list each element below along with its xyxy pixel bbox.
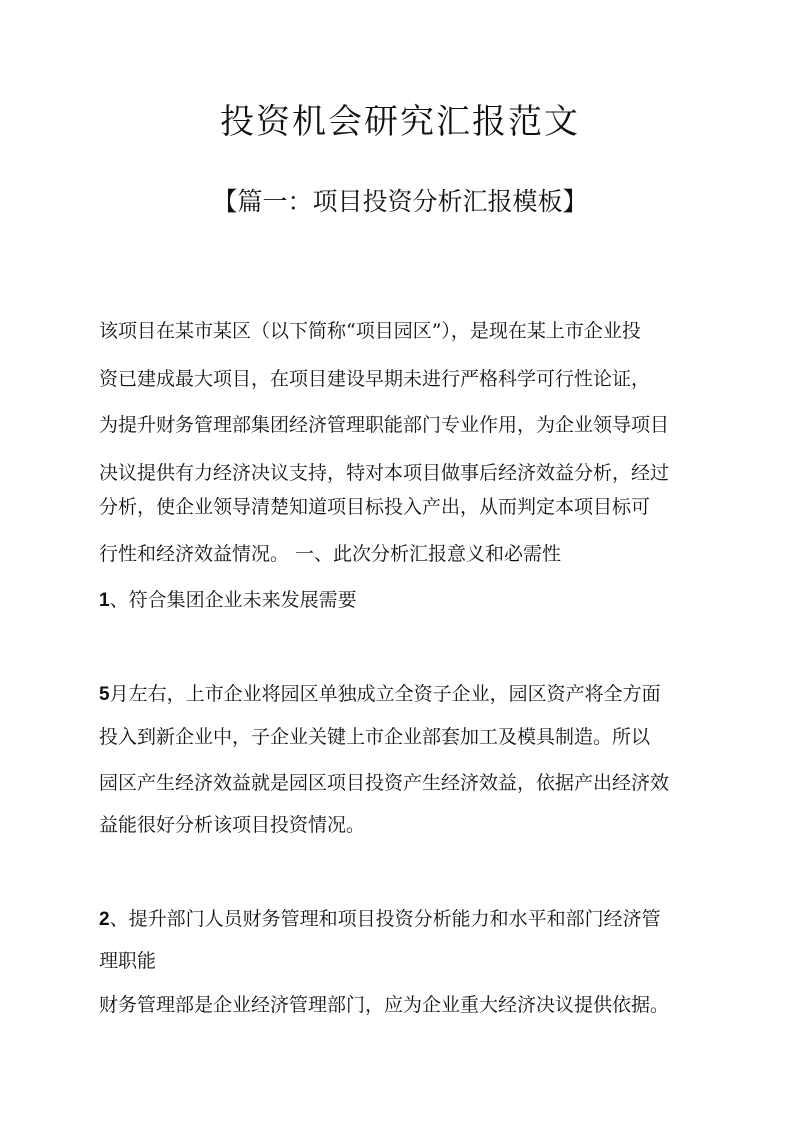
paragraph-line: 财务管理部是企业经济管理部门，应为企业重大经济决议提供依据。	[99, 994, 670, 1016]
paragraph-line: 园区产生经济效益就是园区项目投资产生经济效益，依据产出经济效	[99, 772, 670, 794]
section-heading-1	[99, 583, 719, 618]
paragraph-line: 分析，使企业领导清楚知道项目标投入产出，从而判定本项目标可	[99, 496, 651, 518]
heading-text: 、符合集团企业未来发展需要	[109, 589, 357, 611]
paragraph-text: 月左右，上市企业将园区单独成立全资子企业，园区资产将全方面	[109, 683, 661, 705]
paragraph-line: 行性和经济效益情况。 一、此次分析汇报意义和必需性	[99, 543, 562, 565]
paragraph-line: 为提升财务管理部集团经济管理职能部门专业作用，为企业领导项目	[99, 414, 670, 436]
document-subtitle: 【篇一：项目投资分析汇报模板】	[212, 187, 588, 216]
section-heading-2	[99, 902, 719, 937]
paragraph-number: 5	[99, 684, 110, 705]
paragraph-line: 该项目在某市某区（以下简称“项目园区”），是现在某上市企业投	[99, 320, 641, 342]
paragraph-line: 投入到新企业中，子企业关键上市企业部套加工及模具制造。所以	[99, 726, 651, 748]
paragraph-line: 资已建成最大项目，在项目建设早期未进行严格科学可行性论证，	[99, 368, 651, 390]
paragraph-line: 益能很好分析该项目投资情况。	[99, 814, 366, 836]
paragraph-line: 决议提供有力经济决议支持，特对本项目做事后经济效益分析，经过	[99, 462, 670, 484]
document-title: 投资机会研究汇报范文	[220, 102, 580, 142]
heading-number: 2	[99, 909, 110, 930]
section-heading-2-cont: 理职能	[99, 950, 157, 972]
heading-number: 1	[99, 590, 110, 611]
paragraph-line	[99, 677, 719, 712]
heading-text: 、提升部门人员财务管理和项目投资分析能力和水平和部门经济管	[109, 908, 661, 930]
